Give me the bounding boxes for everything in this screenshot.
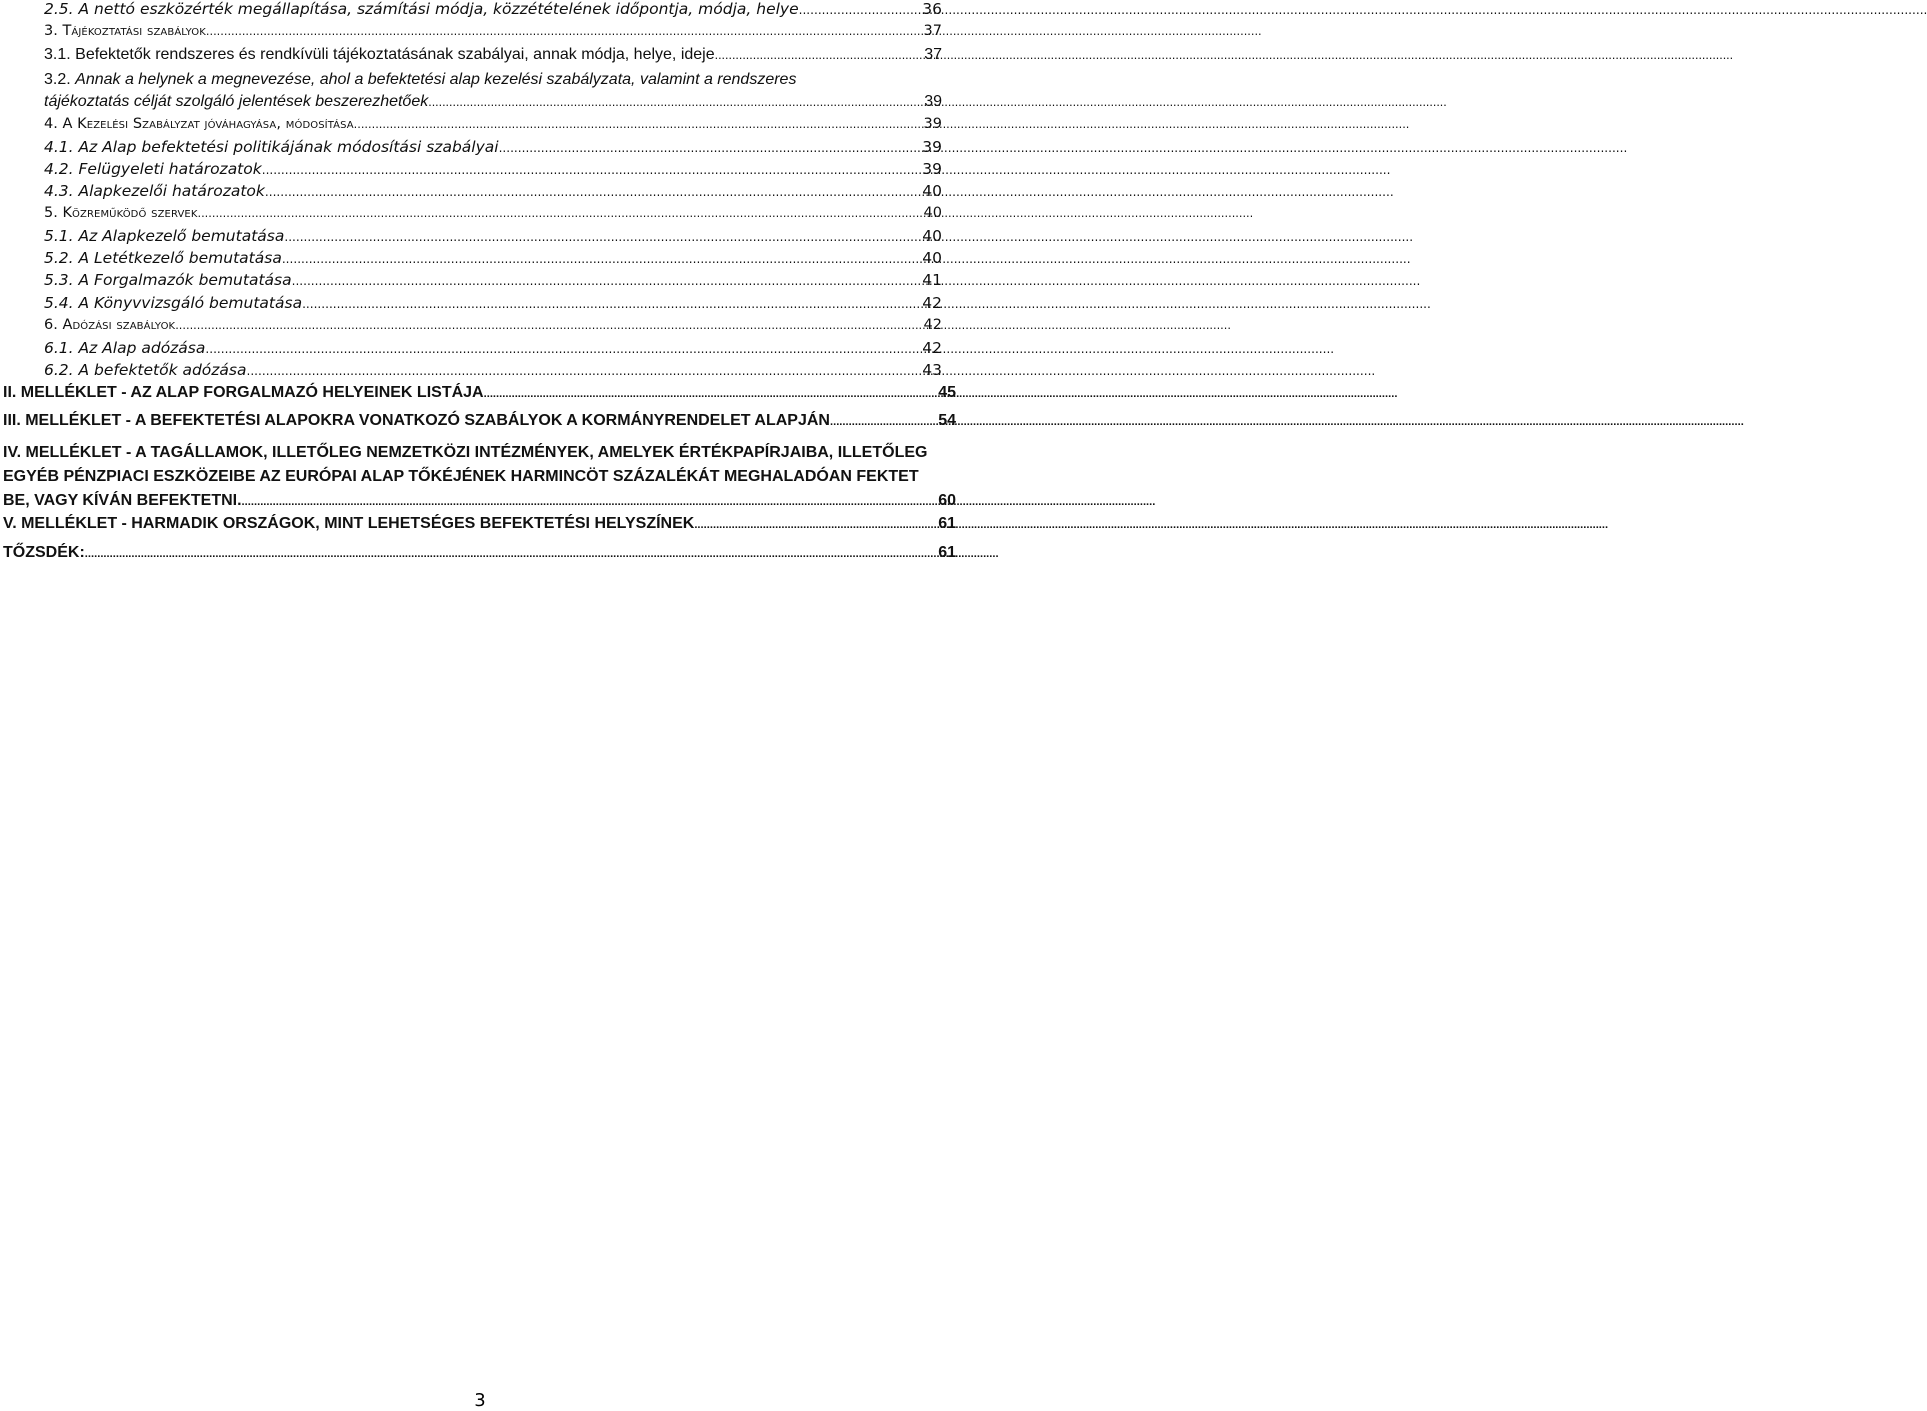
toc-entry-title: Az Alap befektetési politikájának módosítási szabályai [78,138,499,156]
toc-leader-dots [428,91,922,113]
toc-entry-title: A Forgalmazók bemutatása [78,271,292,289]
toc-annex-title-line-3: BE, VAGY KÍVÁN BEFEKTETNI. [3,492,242,509]
toc-entry-2-5[interactable] [44,0,942,18]
toc-entry-title: A Letétkezelő bemutatása [78,249,282,267]
toc-leader-dots [284,230,920,244]
toc-page-number: 45 [938,384,956,401]
toc-entry-number: 5.1. [44,227,74,245]
page-number: 3 [474,1390,486,1411]
toc-entry-4-2[interactable] [44,160,942,178]
toc-annex-3[interactable] [3,412,956,430]
toc-leader-dots [242,490,937,514]
toc-leader-dots [484,388,937,400]
toc-entry-number: 4.1. [44,138,74,156]
toc-entry-number: 6. [44,317,58,333]
toc-leader-dots [198,207,922,220]
toc-leader-dots [694,519,936,531]
toc-leader-dots [262,163,921,177]
toc-entry-6[interactable] [44,317,942,333]
toc-entry-title: Felügyeleti határozatok [78,160,262,178]
toc-entry-6-1[interactable] [44,339,942,357]
toc-entry-title: Tájékoztatási szabályok [62,23,206,39]
toc-leader-dots [175,319,921,332]
toc-entry-5-4[interactable] [44,294,942,312]
toc-entry-5-1[interactable] [44,227,942,245]
toc-leader-dots [302,297,920,311]
toc-entry-title: Az Alapkezelő bemutatása [78,227,285,245]
toc-entry-5-3[interactable] [44,271,942,289]
toc-tozsdek[interactable] [3,544,956,562]
toc-annex-title: II. MELLÉKLET - AZ ALAP FORGALMAZÓ HELYEINEK LISTÁJA [3,384,484,401]
toc-page-number: 39 [924,93,942,110]
toc-page-number: 40 [923,205,942,221]
toc-entry-title: Alapkezelői határozatok [78,182,265,200]
toc-entry-4-1[interactable] [44,138,942,156]
toc-page-number: 37 [924,46,942,63]
toc-page-number: 54 [938,412,956,429]
toc-page-number: 40 [922,182,942,200]
toc-annex-5[interactable] [3,515,956,533]
toc-annex-title-line-1: IV. MELLÉKLET - A TAGÁLLAMOK, ILLETŐLEG NEMZETKÖZI INTÉZMÉNYEK, AMELYEK ÉRTÉKPAPÍRJAIBA, ILLETŐLEG [3,444,928,461]
toc-entry-number: 3.1. [44,46,71,63]
toc-entry-3[interactable] [44,23,942,39]
toc-page-number: 61 [938,515,956,532]
toc-page-number: 36 [922,0,942,18]
toc-entry-5[interactable] [44,205,942,221]
toc-page-number: 40 [922,249,942,267]
toc-entry-number: 6.1. [44,339,74,357]
toc-leader-dots [247,364,921,378]
toc-page-number: 42 [922,294,942,312]
toc-page-number: 41 [922,271,942,289]
toc-annex-title: III. MELLÉKLET - A BEFEKTETÉSI ALAPOKRA VONATKOZÓ SZABÁLYOK A KORMÁNYRENDELET ALAPJÁN [3,412,830,429]
toc-entry-title: A Könyvvizsgáló bemutatása [78,294,303,312]
toc-leader-dots [499,141,921,155]
toc-entry-6-2[interactable] [44,361,942,379]
toc-entry-title: Adózási szabályok [62,317,176,333]
toc-entry-4[interactable] [44,116,942,132]
toc-page-number: 60 [938,492,956,509]
toc-entry-number: 5. [44,205,58,221]
toc-entry-number: 3. [44,23,58,39]
toc-entry-number: 5.3. [44,271,74,289]
toc-entry-number: 5.4. [44,294,74,312]
toc-annex-title: V. MELLÉKLET - HARMADIK ORSZÁGOK, MINT LEHETSÉGES BEFEKTETÉSI HELYSZÍNEK [3,515,695,532]
toc-entry-title: A Kezelési Szabályzat jóváhagyása, módosítása [62,116,354,132]
toc-leader-dots [85,548,936,560]
toc-entry-number: 5.2. [44,249,74,267]
toc-leader-dots [205,342,920,356]
toc-leader-dots [265,185,920,199]
toc-page-number: 43 [922,361,942,379]
toc-entry-number: 4. [44,116,58,132]
toc-entry-3-1[interactable] [44,46,942,64]
toc-entry-number: 3.2. [44,71,71,88]
toc-annex-2[interactable] [3,384,956,402]
toc-entry-5-2[interactable] [44,249,942,267]
toc-entry-title: A nettó eszközérték megállapítása, számítási módja, közzétételének időpontja, módja, helye [78,0,799,18]
toc-page-number: 39 [922,160,942,178]
toc-entry-4-3[interactable] [44,182,942,200]
toc-leader-dots [282,252,920,266]
toc-entry-number: 4.2. [44,160,74,178]
toc-entry-number: 6.2. [44,361,74,379]
toc-entry-number: 4.3. [44,182,74,200]
toc-leader-dots [799,3,921,17]
toc-annex-4[interactable] [3,441,956,514]
toc-annex-title-line-2: EGYÉB PÉNZPIACI ESZKÖZEIBE AZ EURÓPAI ALAP TŐKÉJÉNEK HARMINCÖT SZÁZALÉKÁT MEGHALADÓAN FEKTET [3,468,919,485]
toc-page-number: 39 [922,138,942,156]
toc-entry-title: A befektetők adózása [78,361,247,379]
toc-leader-dots [715,48,923,62]
toc-page-number: 42 [923,317,942,333]
toc-entry-title: Közreműködő szervek [62,205,198,221]
toc-page-number: 42 [922,339,942,357]
toc-leader-dots [292,274,921,288]
toc-entry-title: Befektetők rendszeres és rendkívüli tájékoztatásának szabályai, annak módja, helye, ideje [75,46,715,63]
toc-entry-title: Az Alap adózása [78,339,206,357]
toc-page-number: 40 [922,227,942,245]
toc-entry-title-continued: tájékoztatás célját szolgáló jelentések beszerezhetőek [44,93,429,110]
toc-entry-title: Annak a helynek a megnevezése, ahol a befektetési alap kezelési szabályzata, valamint a rendszeres [75,71,797,88]
toc-page-number: 37 [923,23,942,39]
toc-page-number: 39 [923,116,942,132]
toc-annex-title: TŐZSDÉK: [3,544,85,561]
toc-leader-dots [354,118,922,131]
toc-leader-dots [206,25,922,38]
toc-leader-dots [830,416,936,428]
toc-entry-3-2[interactable] [44,69,942,113]
toc-page-number: 61 [938,544,956,561]
toc-entry-number: 2.5. [44,0,74,18]
